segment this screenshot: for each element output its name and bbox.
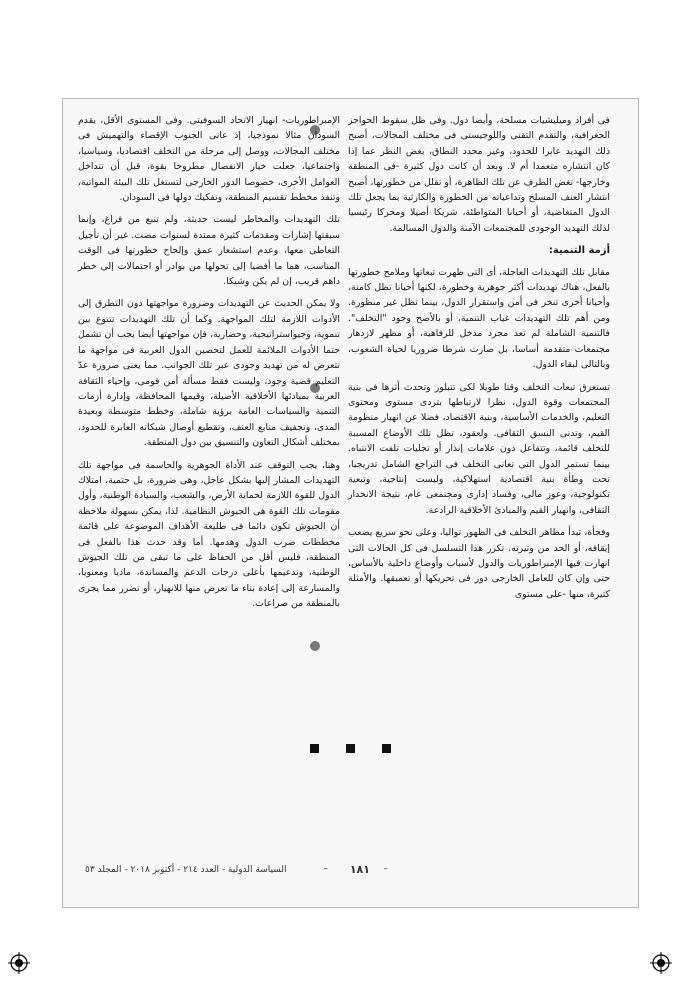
end-of-article-mark — [310, 744, 392, 754]
paragraph: وفجأة، تبدأ مظاهر التخلف فى الظهور تواليا، وعلى نحو سريع يصعب إيقافه، أو الحد من وتيرته. تكرر هذا التسلسل فى كل الحالات التى انهارت فيها الإمبراطوريات والدول لأسباب وأوضاع داخلية بالأساس، حتى وإن كان للعامل الخارجى دور فى تحريكها أو تعميقها. والأمثلة كثيرة، منها -على مستوى — [348, 527, 610, 600]
paragraph: وهنا، يجب التوقف عند الأداة الجوهرية والحاسمة فى مواجهة تلك التهديدات المشار إليها بشكل عاجل، وهى ضرورة، بل حتمية، امتلاك الدول للقوة اللازمة لحماية الأرض، والشعب، والسيادة الوطنية، وأول مقومات تلك القوة هى الجيوش النظامية. لذا، يمكن بسهولة ملاحظة أن الجيوش تكون دائما فى طليعة الأهداف الموضوعة على قائمة مخططات ضرب الدول وهدمها. أما وقد حدث هذا بالفعل فى المنطقة، فليس أقل من الحفاظ على ما تبقى من تلك الجيوش الوطنية، وتدعيمها بأعلى درجات الدعم والمساندة، ماديا ومعنويا، والمسارعة إلى إعادة بناء ما تعرض منها للانهيار، أو تضرر مما يجرى بالمنطقة من صراعات. — [78, 459, 340, 610]
page-number-dash: – — [323, 864, 328, 874]
section-heading: أزمة التنمية: — [548, 245, 610, 257]
paragraph: تلك التهديدات والمخاطر ليست حديثة، ولم تنبع من فراغ، وإنما سبقتها إشارات ومقدمات كثيرة ممتدة لسنوات مضت. غير أن تأجيل التعاطى معها، وعدم استشعار عمق وإلحاح خطورتها فى الوقت المناسب، هما ما أفضيا إلى تحولها من بوادر أو احتمالات إلى خطر داهم قريب، إن لم يكن وشيكا. — [78, 214, 340, 288]
article-column-left — [78, 113, 340, 619]
end-square — [346, 744, 355, 753]
divider-dot — [310, 641, 320, 651]
end-square — [310, 744, 319, 753]
journal-issue-line: السياسة الدولية - العدد ٢١٤ - أكتوبر ٢٠١٨ - المجلد ٥٣ — [85, 865, 287, 875]
paragraph: الإمبراطوريات- انهيار الاتحاد السوفيتى. وفى المستوى الأقل، يقدم السودان مثالا نموذجيا، إذ عانى الجنوب الإقصاء والتهميش فى مختلف المجالات، ووصل إلى مرحلة من التخلف اقتصاديا، وسياسيا، واجتماعيا، جعلت خيار الانفصال مطروحا بقوة، قبل أن تتداخل العوامل الأخرى، خصوصا الدور الخارجى لتستغل تلك البيئة المواتية، وتنفذ مخطط تقسيم المنطقة، وتفكيك دولها فى السودان. — [78, 115, 340, 204]
paragraph: مقابل تلك التهديدات العاجلة، أى التى ظهرت تبعاتها وملامح خطورتها بالفعل، هناك تهديدات أكثر جوهرية وخطورة، لكنها أحيانا تظل كامنة، وأحيانا أخرى تنخر فى أمن واستقرار الدول، بينما تظل غير منظورة. ومن أهم تلك التهديدات غياب التنمية، أو بالأصح وجود "التخلف". فالتنمية الشاملة لم تعد مجرد مدخل للرفاهية، أو مظهر لازدهار مجتمعات متقدمة أساسا، بل صارت شرطا ضروريا لحياة الشعوب، وبالتالى لبقاء الدول. — [348, 266, 610, 371]
registration-mark-icon — [8, 952, 30, 974]
page-number: ١٨١ — [349, 863, 370, 876]
paragraph: فى أفراد وميليشيات مسلحة، وأيضا دول. وفى ظل سقوط الحواجز الجغرافية، والتقدم التقنى واللوجيستى فى مختلف المجالات، أصبح ذلك التهديد عابرا للحدود، وغير محدد النطاق، بغض النظر عما إذا كان انتشاره متعمدا أم لا. وبعد أن كانت دول كثيرة -فى المنطقة وخارجها- تغض الطرف عن تلك الظاهرة، أو تقلل من خطورتها، أصبح انتشار العنف المسلح وتداعياته من الخطورة والكارثية بما يجعل تلك الدول المتغاضية، أو أحيانا المتواطئة، شريكا أصيلا ومحركا رئيسيا لذلك التهديد الوجودى للمجتمعات الآمنة والدول المسالمة. — [347, 115, 610, 234]
article-column-right — [348, 113, 610, 609]
paragraph: تستغرق تبعات التخلف وقتا طويلا لكى تتبلور وتحدث أثرها فى بنية المجتمعات وقوة الدول، نظرا لارتباطها بتردى مستوى ومحتوى التعليم، والخدمات الأساسية، وبنية الاقتصاد، فضلا عن انهيار منظومة القيم، وتدنى النسق الثقافى. ولعقود، تظل تلك الأوضاع المسببة للتخلف قائمة، وتتفاعل دون علامات إنذار أو تجليات تلفت الانتباه. بينما تستمر الدول التى تعانى التخلف فى التراجع الشامل تدريجيا، تحت وطأة بنية اقتصادية استهلاكية، وليست إنتاجية، وتبعية تكنولوجية، وعوز مالى، وفساد إدارى ومجتمعى عام، نتيجة الانحدار الثقافى، وانهيار القيم والمبادئ الأخلاقية الرادعة. — [348, 381, 610, 516]
page-number-dash: – — [383, 864, 388, 874]
registration-mark-icon — [650, 952, 672, 974]
paragraph: ولا يمكن الحديث عن التهديدات وضرورة مواجهتها دون التطرق إلى الأدوات اللازمة لتلك المواجهة. وكما أن تلك التهديدات تتنوع بين تنموية، وجيواستراتيجية، وحضارية، فإن مواجهتها أيضا يجب أن تشمل حتما الأدوات الملائمة للعمل لتحصين الدول العربية فى مواجهة ما تتعرض له من تهديد وجودى عبر تلك الجوانب. مما يعنى ضرورة عدّ التعليم قضية وجود، وليست فقط مسألة أمن قومى، وإحياء الثقافة العربية بمبادئها الأخلاقية الأصيلة، وقيمها المحافظة، وإدارة أزمات التنمية والسياسات العامة برؤية شاملة، وخطط متوسطة وبعيدة المدى، وتجفيف منابع العنف، وتقطيع أوصال شبكاته العابرة للحدود، بمختلف أشكال التعاون والتنسيق بين دول المنطقة. — [78, 298, 340, 449]
page-footer — [85, 865, 620, 879]
end-square — [382, 744, 391, 753]
